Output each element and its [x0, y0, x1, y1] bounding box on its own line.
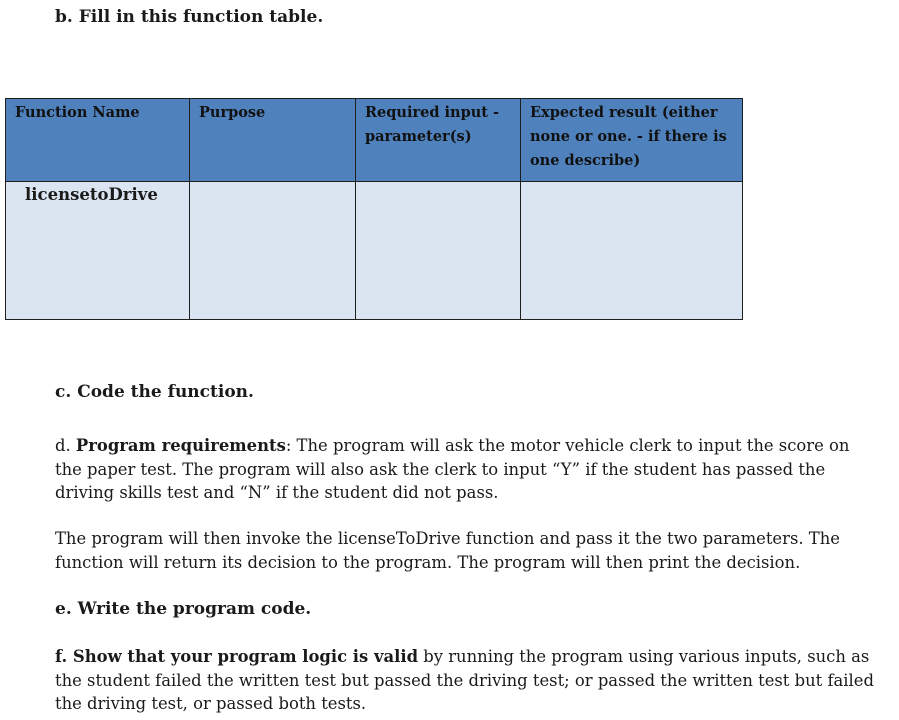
paragraph-line: driving skills test and “N” if the student did not pass.	[55, 483, 499, 502]
table-row	[6, 182, 743, 320]
cell-text	[521, 182, 742, 183]
heading-code-function: c. Code the function.	[55, 382, 254, 402]
section-letter: d.	[55, 436, 76, 455]
header-text-line: one describe)	[530, 152, 641, 169]
header-function-name	[6, 99, 190, 182]
header-text: Function Name	[15, 104, 140, 121]
cell-required-input[interactable]	[356, 182, 521, 320]
header-text: Purpose	[199, 104, 266, 121]
header-required-input	[356, 99, 521, 182]
header-text-line: Expected result (either	[530, 104, 718, 121]
paragraph-line: the paper test. The program will also ask the clerk to input “Y” if the student has passed the	[55, 459, 826, 479]
heading-fill-function-table: b. Fill in this function table.	[55, 7, 324, 27]
bold-label: Program requirements	[75, 436, 286, 455]
bold-label: f. Show that your program logic is valid	[55, 647, 419, 666]
cell-text	[190, 182, 355, 183]
paragraph-line: the driving test, or passed both tests.	[55, 694, 367, 713]
cell-function-name	[6, 182, 190, 320]
header-purpose	[190, 99, 356, 182]
cell-purpose[interactable]	[190, 182, 356, 320]
paragraph-line: The program will then invoke the licenseToDrive function and pass it the two parameters. The	[55, 529, 840, 548]
text-run: by running the program using various inputs, such as	[418, 647, 870, 666]
text-run: : The program will ask the motor vehicle clerk to input the score on	[285, 436, 850, 455]
cell-text: licensetoDrive	[25, 185, 158, 204]
header-expected-result	[521, 99, 743, 182]
paragraph-line	[55, 434, 885, 458]
header-text-line: none or one. - if there is	[530, 128, 727, 145]
program-logic-paragraph	[55, 645, 885, 716]
paragraph-line	[55, 645, 885, 669]
cell-text	[356, 182, 520, 183]
cell-expected-result[interactable]	[521, 182, 743, 320]
program-requirements-paragraph	[55, 434, 885, 505]
invoke-function-paragraph	[55, 527, 885, 574]
header-text-line: Required input -	[365, 104, 500, 121]
header-text-line: parameter(s)	[365, 128, 472, 145]
function-table	[5, 98, 743, 320]
function-table-header-row	[6, 99, 743, 182]
paragraph-line: the student failed the written test but passed the driving test; or passed the written test but failed	[55, 670, 874, 690]
heading-write-program-code: e. Write the program code.	[55, 599, 312, 619]
paragraph-line: function will return its decision to the program. The program will then print the decision.	[55, 552, 801, 572]
